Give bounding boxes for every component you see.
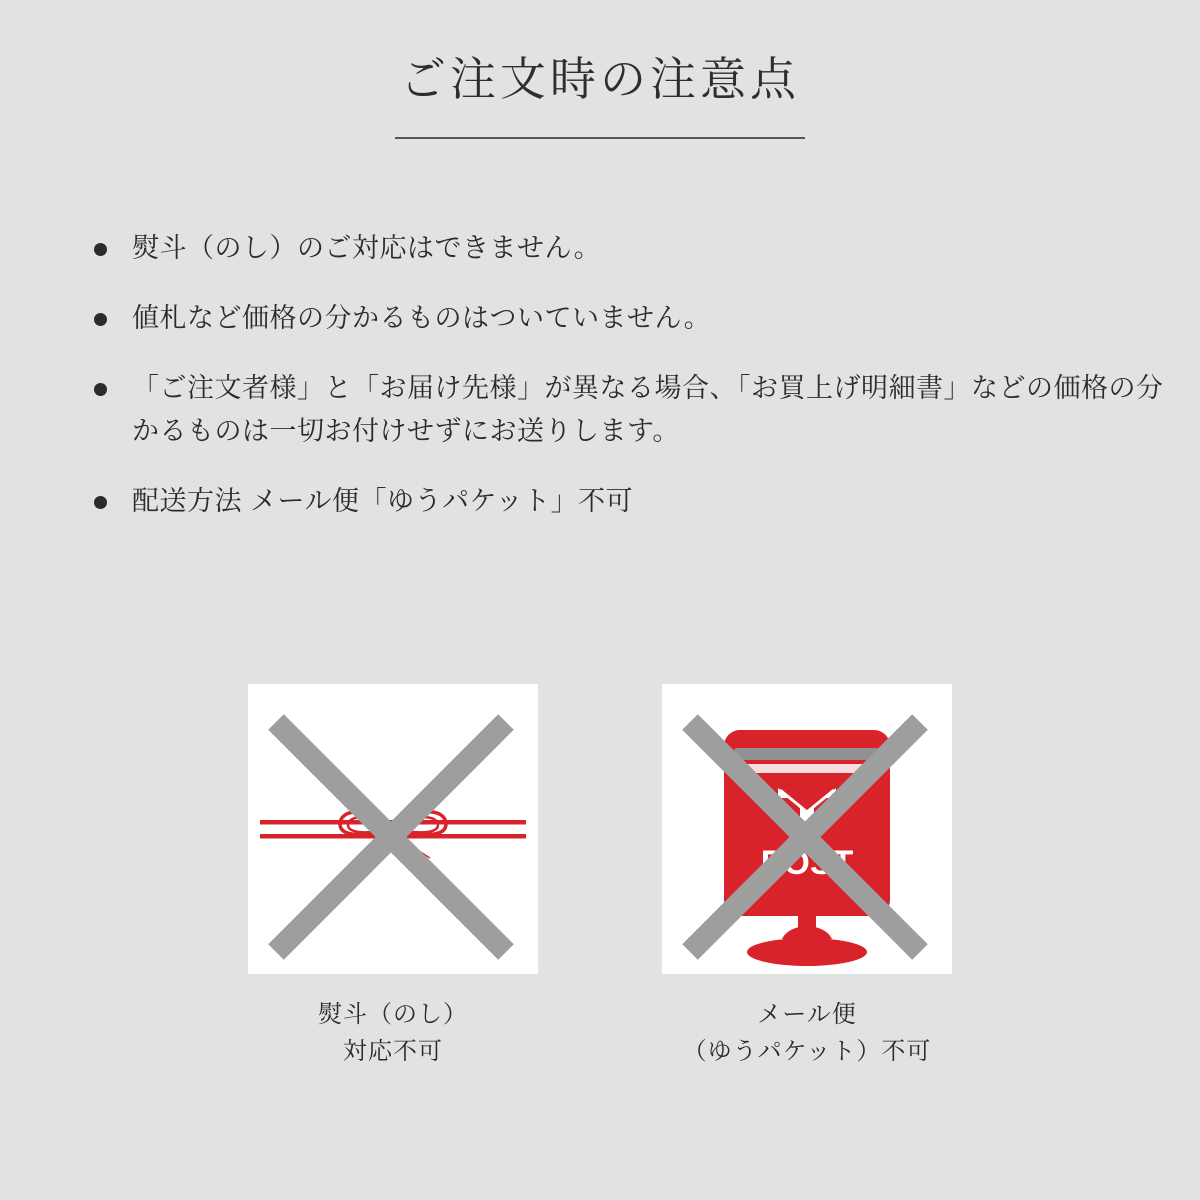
bullet-icon [94,243,107,256]
figure-caption [248,996,538,1070]
caption-line-2: （ゆうパケット）不可 [682,1038,932,1066]
note-text: 「ご注文者様」と「お届け先様」が異なる場合、「お買上げ明細書」などの価格の分かるものは一切お付けせずにお送りします。 [132,372,1164,447]
note-text: 配送方法 メール便「ゆうパケット」不可 [132,486,634,517]
list-item [88,480,1172,524]
notes-list [0,227,1200,524]
bullet-icon [94,496,107,509]
title-underline [395,137,805,139]
postbox-label: POST [760,844,854,882]
bullet-icon [94,383,107,396]
figure-mailbin [662,684,952,1070]
caption-line-1: 熨斗（のし） [318,1001,468,1028]
noshi-thumbnail [248,684,538,974]
noshi-gift-wrap-icon [248,684,538,974]
bullet-icon [94,313,107,326]
caption-line-1: メール便 [757,1001,857,1028]
caption-line-2: 対応不可 [343,1038,443,1066]
figure-caption [662,996,952,1070]
postbox-thumbnail [662,684,952,974]
page-title: ご注文時の注意点 [400,53,800,105]
list-item [88,367,1172,454]
note-text: 熨斗（のし）のご対応はできません。 [132,233,602,264]
postbox-icon [662,684,952,974]
title-block [0,0,1200,139]
list-item [88,297,1172,341]
figures-row [0,684,1200,1070]
figure-noshi [248,684,538,1070]
list-item [88,227,1172,271]
note-text: 値札など価格の分かるものはついていません。 [132,302,712,333]
